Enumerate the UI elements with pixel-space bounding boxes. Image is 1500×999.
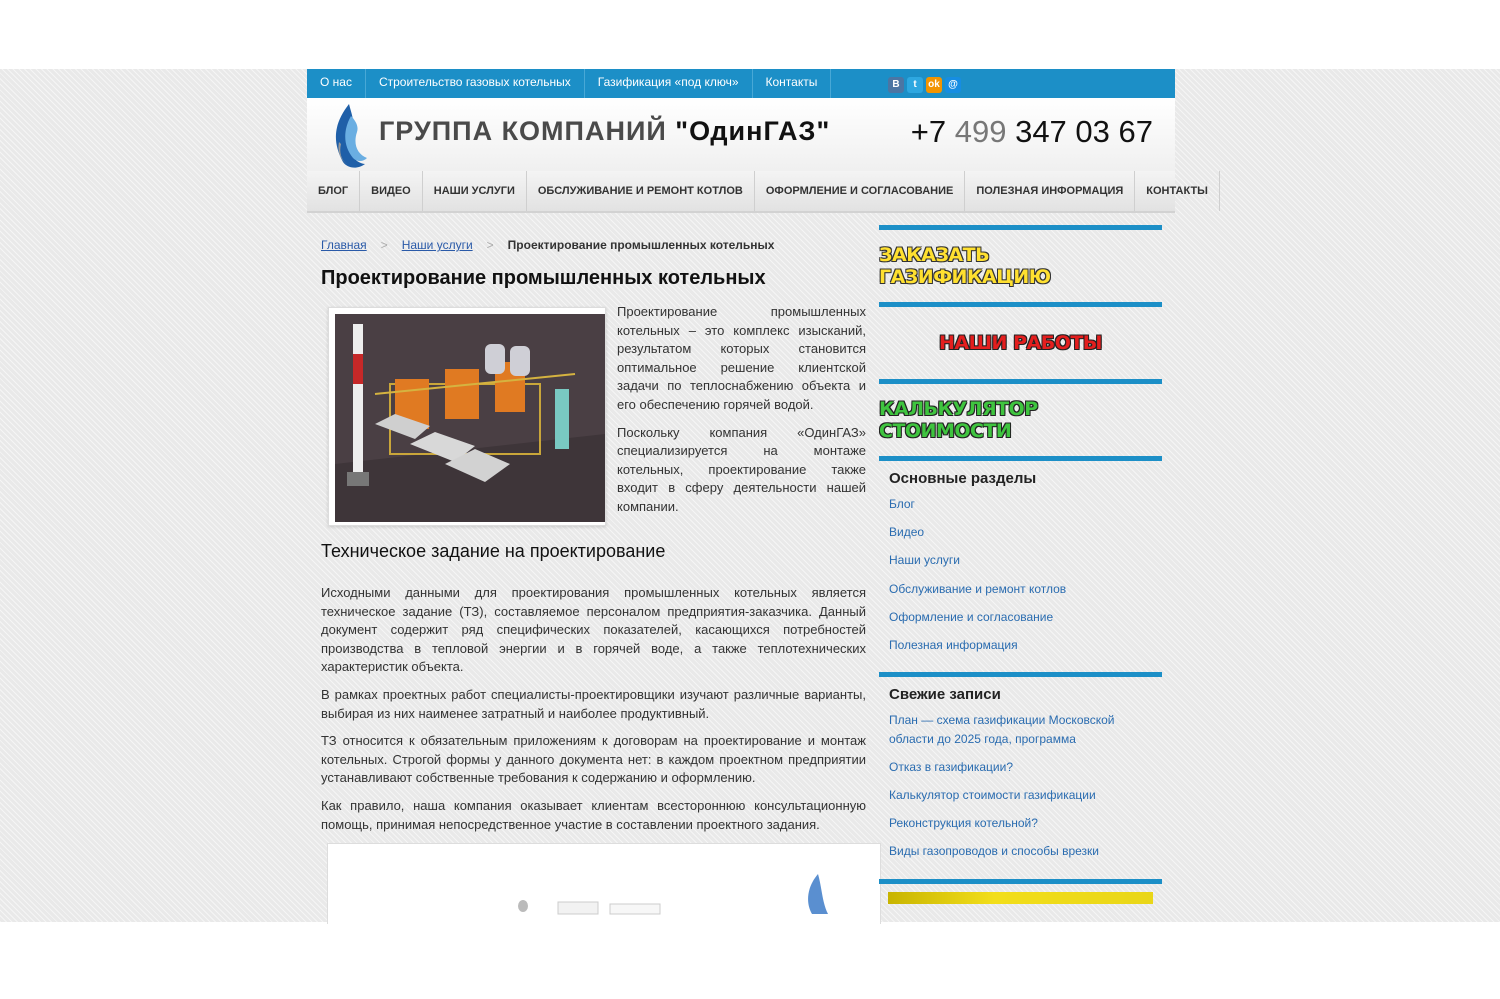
recent-post-link[interactable]: Калькулятор стоимости газификации bbox=[889, 788, 1096, 803]
nav-item-video[interactable]: ВИДЕО bbox=[360, 171, 423, 211]
vk-icon[interactable]: B bbox=[888, 77, 904, 93]
nav-item-registration[interactable]: ОФОРМЛЕНИЕ И СОГЛАСОВАНИЕ bbox=[755, 171, 965, 211]
sidebar-link-registration[interactable]: Оформление и согласование bbox=[889, 609, 1054, 624]
article-paragraph: В рамках проектных работ специалисты-проектировщики изучают различные варианты, выбирая из них наименее затратный и наиболее продуктивный. bbox=[321, 686, 866, 721]
order-gasification-banner[interactable]: ЗАКАЗАТЬ ГАЗИФИКАЦИЮ bbox=[879, 225, 1162, 302]
recent-post-link[interactable]: Реконструкция котельной? bbox=[889, 816, 1038, 831]
odnoklassniki-icon[interactable]: ok bbox=[926, 77, 942, 93]
phone-country: +7 bbox=[910, 114, 947, 149]
page-background bbox=[0, 69, 1500, 922]
breadcrumb-current: Проектирование промышленных котельных bbox=[507, 238, 775, 252]
site-container bbox=[307, 69, 1208, 922]
site-header bbox=[307, 98, 1175, 171]
sections-widget bbox=[879, 456, 1162, 672]
top-link-contacts[interactable]: Контакты bbox=[753, 69, 832, 98]
bottom-image-illustration bbox=[328, 844, 880, 914]
sidebar-link-services[interactable]: Наши услуги bbox=[889, 553, 960, 568]
company-prefix: ГРУППА КОМПАНИЙ bbox=[379, 116, 676, 146]
top-bar bbox=[307, 69, 1175, 98]
article-intro bbox=[321, 304, 866, 532]
breadcrumb-separator: > bbox=[380, 238, 388, 252]
sidebar-link-maintenance[interactable]: Обслуживание и ремонт котлов bbox=[889, 581, 1067, 596]
recent-post-link[interactable]: Отказ в газификации? bbox=[889, 759, 1014, 774]
article-image-bottom bbox=[327, 843, 881, 924]
phone-code: 499 bbox=[954, 114, 1007, 149]
breadcrumb-separator: > bbox=[486, 238, 494, 252]
recent-post-link[interactable]: План — схема газификации Московской области до 2025 года, программа bbox=[889, 713, 1115, 746]
sidebar-link-video[interactable]: Видео bbox=[889, 525, 925, 540]
mailru-icon[interactable]: @ bbox=[945, 77, 961, 93]
recent-posts-widget bbox=[879, 672, 1162, 879]
intro-paragraph: Поскольку компания «ОдинГАЗ» специализируется на монтаже котельных, проектирование также входит в сферу деятельности нашей компании. bbox=[617, 424, 866, 514]
boiler-room-image bbox=[328, 307, 606, 526]
top-link-about[interactable]: О нас bbox=[307, 69, 366, 98]
our-works-banner[interactable]: НАШИ РАБОТЫ bbox=[879, 302, 1162, 379]
top-link-construction[interactable]: Строительство газовых котельных bbox=[366, 69, 585, 98]
main-content bbox=[321, 225, 866, 924]
breadcrumb-services[interactable]: Наши услуги bbox=[401, 238, 473, 252]
sidebar-link-blog[interactable]: Блог bbox=[889, 497, 915, 511]
twitter-icon[interactable]: t bbox=[907, 77, 923, 93]
company-name bbox=[379, 116, 830, 147]
sidebar-link-info[interactable]: Полезная информация bbox=[889, 637, 1018, 652]
yellow-banner-image[interactable] bbox=[888, 892, 1153, 904]
phone-main: 347 03 67 bbox=[1015, 114, 1153, 149]
boiler-room-illustration bbox=[335, 314, 605, 522]
company-brand: "ОдинГАЗ" bbox=[675, 116, 831, 146]
social-icons bbox=[888, 77, 961, 93]
article-paragraph: Как правило, наша компания оказывает клиентам всестороннюю консультационную помощь, принимая непосредственное участие в составлении проектного задания. bbox=[321, 797, 866, 832]
widget-title: Свежие записи bbox=[889, 686, 1001, 704]
sidebar-bottom-banner bbox=[879, 879, 1162, 904]
nav-item-info[interactable]: ПОЛЕЗНАЯ ИНФОРМАЦИЯ bbox=[965, 171, 1135, 211]
nav-item-maintenance[interactable]: ОБСЛУЖИВАНИЕ И РЕМОНТ КОТЛОВ bbox=[527, 171, 755, 211]
nav-item-contacts[interactable]: КОНТАКТЫ bbox=[1135, 171, 1220, 211]
intro-paragraph: Проектирование промышленных котельных – это комплекс изысканий, результатом которых становится оптимальное решение клиентской задачи по теплоснабжению объекта и его обеспечению горячей водой. bbox=[617, 304, 866, 412]
main-nav bbox=[307, 171, 1208, 213]
phone-number bbox=[911, 114, 1153, 150]
recent-post-link[interactable]: Виды газопроводов и способы врезки bbox=[889, 844, 1100, 859]
section-subtitle: Техническое задание на проектирование bbox=[321, 541, 666, 561]
article-paragraph: ТЗ относится к обязательным приложениям к договорам на проектирование и монтаж котельных. Строгой формы у данного документа нет: в каждом проектном предприятии устанавливают собственные требования к содержанию и оформлению. bbox=[321, 733, 866, 786]
sidebar bbox=[879, 225, 1162, 904]
intro-text bbox=[617, 303, 866, 526]
article-paragraph: Исходными данными для проектирования промышленных котельных является техническое задание (ТЗ), составляемое персоналом предприятия-заказчика. Данный документ содержит ряд специфических показателей, касающихся потребностей производства в тепловой энергии и в горячей воде, а также теплотехнических характеристик объекта. bbox=[321, 585, 866, 675]
page-title: Проектирование промышленных котельных bbox=[321, 267, 766, 289]
breadcrumb-home[interactable]: Главная bbox=[321, 238, 367, 252]
widget-title: Основные разделы bbox=[889, 470, 1037, 487]
breadcrumb bbox=[321, 238, 866, 252]
cost-calculator-banner[interactable]: КАЛЬКУЛЯТОР СТОИМОСТИ bbox=[879, 379, 1162, 456]
nav-item-blog[interactable]: БЛОГ bbox=[307, 171, 360, 211]
nav-item-services[interactable]: НАШИ УСЛУГИ bbox=[423, 171, 527, 211]
top-link-gasification[interactable]: Газификация «под ключ» bbox=[585, 69, 753, 98]
flame-logo-icon[interactable] bbox=[329, 102, 371, 170]
